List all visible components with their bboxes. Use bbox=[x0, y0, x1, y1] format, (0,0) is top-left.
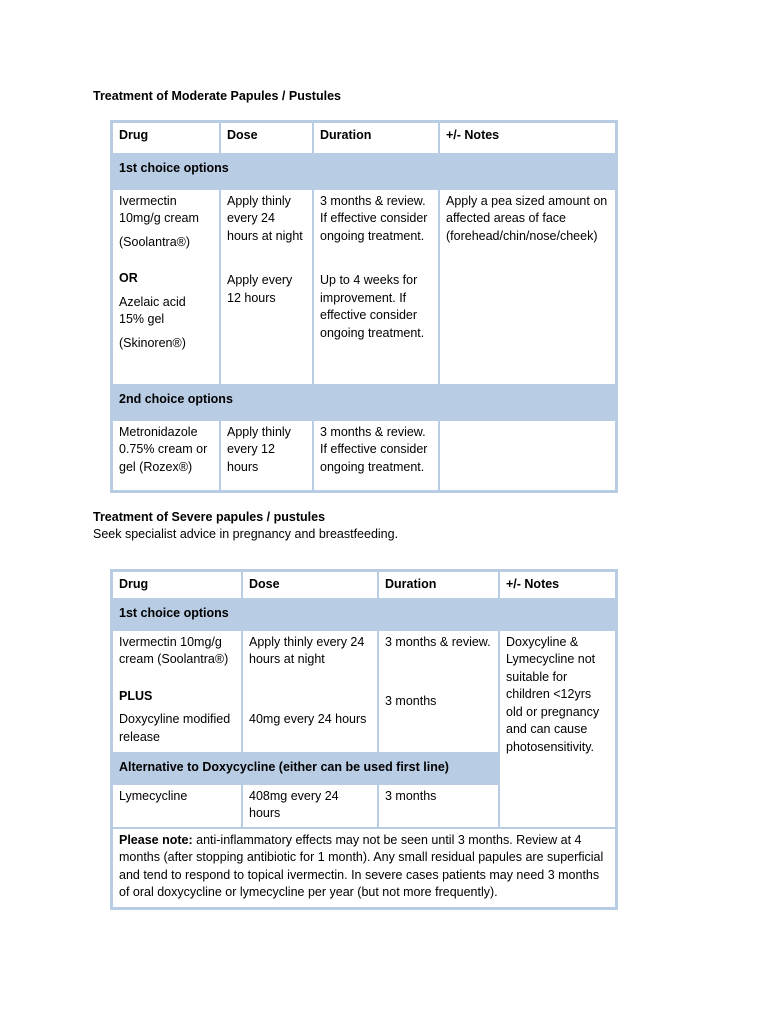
header-duration: Duration bbox=[378, 571, 499, 599]
ivermectin-duration: 3 months & review. bbox=[385, 634, 491, 649]
doxycyline-dose: 40mg every 24 hours bbox=[249, 711, 367, 726]
duration-cell bbox=[378, 630, 499, 754]
table-header-row bbox=[112, 122, 616, 154]
moderate-treatment-heading: Treatment of Moderate Papules / Pustules bbox=[93, 89, 341, 103]
header-duration: Duration bbox=[313, 122, 439, 154]
table-row bbox=[112, 630, 616, 754]
lymecycline-dose: 408mg every 24 hours bbox=[242, 784, 378, 828]
first-choice-band: 1st choice options bbox=[112, 599, 616, 629]
severe-treatment-heading: Treatment of Severe papules / pustules bbox=[93, 510, 326, 524]
table-header-row bbox=[112, 571, 616, 599]
metronidazole-duration: 3 months & review. If effective consider ongoing treatment. bbox=[313, 420, 439, 491]
metronidazole-drug: Metronidazole 0.75% cream or gel (Rozex®) bbox=[112, 420, 220, 491]
duration-cell bbox=[313, 189, 439, 386]
ivermectin-duration: 3 months & review. If effective consider ongoing treatment. bbox=[320, 193, 428, 243]
drug-cell bbox=[112, 189, 220, 386]
notes-cell: Doxycyline & Lymecycline not suitable for children <12yrs old or pregnancy and can cause photosensitivity. bbox=[499, 630, 616, 828]
ivermectin-strength: 10mg/g cream bbox=[119, 211, 199, 226]
first-choice-band: 1st choice options bbox=[112, 154, 616, 189]
azelaic-brand: (Skinoren®) bbox=[119, 335, 186, 350]
ivermectin-dose: Apply thinly every 24 hours at night bbox=[227, 193, 303, 243]
band-row bbox=[112, 599, 616, 629]
header-dose: Dose bbox=[220, 122, 313, 154]
dose-cell bbox=[220, 189, 313, 386]
notes-cell: Apply a pea sized amount on affected areas of face (forehead/chin/nose/cheek) bbox=[439, 189, 616, 386]
dose-cell bbox=[242, 630, 378, 754]
ivermectin-dose: Apply thinly every 24 hours at night bbox=[249, 634, 365, 667]
band-row bbox=[112, 154, 616, 189]
band-row bbox=[112, 385, 616, 420]
lymecycline-drug: Lymecycline bbox=[112, 784, 242, 828]
ivermectin-drug: Ivermectin 10mg/g cream (Soolantra®) bbox=[119, 634, 229, 667]
header-drug: Drug bbox=[112, 122, 220, 154]
alternative-band: Alternative to Doxycycline (either can be used first line) bbox=[112, 753, 499, 783]
second-choice-band: 2nd choice options bbox=[112, 385, 616, 420]
azelaic-strength: 15% gel bbox=[119, 312, 165, 327]
metronidazole-notes bbox=[439, 420, 616, 491]
note-row bbox=[112, 828, 616, 908]
ivermectin-name: Ivermectin bbox=[119, 193, 177, 208]
table-row bbox=[112, 189, 616, 386]
header-drug: Drug bbox=[112, 571, 242, 599]
azelaic-name: Azelaic acid bbox=[119, 294, 186, 309]
severe-treatment-subtitle: Seek specialist advice in pregnancy and breastfeeding. bbox=[93, 527, 399, 541]
doxycyline-duration: 3 months bbox=[385, 694, 437, 709]
header-dose: Dose bbox=[242, 571, 378, 599]
header-notes: +/- Notes bbox=[439, 122, 616, 154]
severe-treatment-table bbox=[110, 569, 618, 910]
moderate-treatment-table bbox=[110, 120, 618, 493]
header-notes: +/- Notes bbox=[499, 571, 616, 599]
please-note-cell bbox=[112, 828, 616, 908]
please-note-label: Please note: bbox=[119, 832, 193, 847]
doxycyline-drug: Doxycyline modified release bbox=[119, 712, 231, 744]
metronidazole-dose: Apply thinly every 12 hours bbox=[220, 420, 313, 491]
azelaic-dose: Apply every 12 hours bbox=[227, 273, 293, 305]
table-row bbox=[112, 420, 616, 491]
or-label: OR bbox=[119, 271, 138, 286]
azelaic-duration: Up to 4 weeks for improvement. If effective consider ongoing treatment. bbox=[320, 273, 425, 340]
drug-cell bbox=[112, 630, 242, 754]
please-note-text: anti-inflammatory effects may not be seen until 3 months. Review at 4 months (after stopping antibiotic for 1 month). Any small residual papules are superficial and tend to respond to topical ivermectin. In severe cases patients may need 3 months of oral doxycycline or lymecycline per year (but not more frequently). bbox=[119, 832, 604, 900]
lymecycline-duration: 3 months bbox=[378, 784, 499, 828]
ivermectin-brand: (Soolantra®) bbox=[119, 234, 191, 249]
plus-label: PLUS bbox=[119, 688, 153, 703]
